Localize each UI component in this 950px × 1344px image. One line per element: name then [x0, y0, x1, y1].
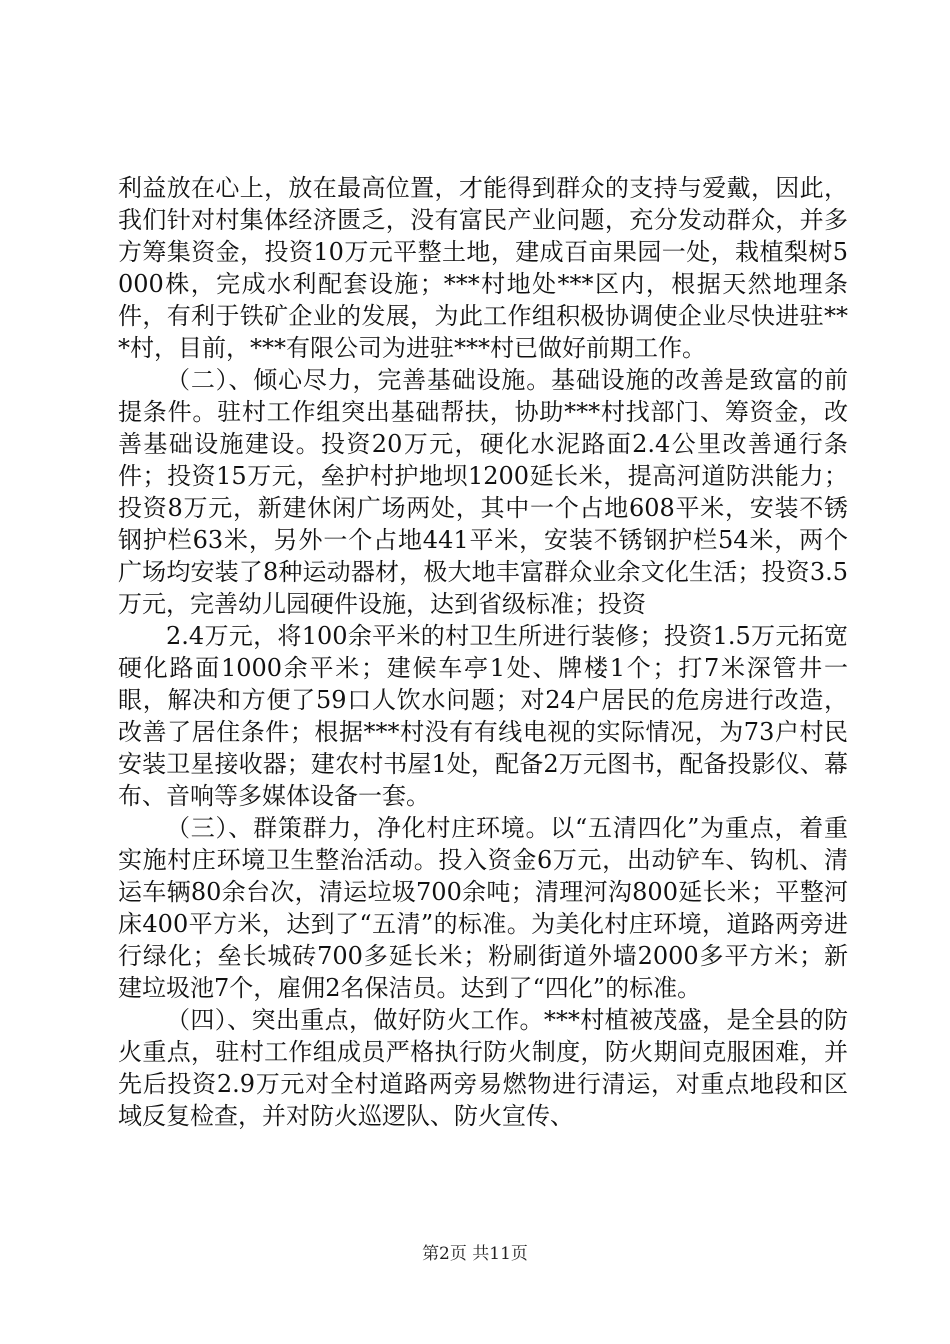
paragraph-fire-prevention: （四）、突出重点，做好防火工作。***村植被茂盛，是全县的防火重点，驻村工作组成员严格执行防火制度，防火期间克服困难，并先后投资2.9万元对全村道路两旁易燃物进行清运，对重点地段和区域反复检查，并对防火巡逻队、防火宣传、 [118, 1006, 848, 1130]
paragraph-continued-investment: 2.4万元，将100余平米的村卫生所进行装修；投资1.5万元拓宽硬化路面1000余平米；建候车亭1处、牌楼1个；打7米深管井一眼，解决和方便了59口人饮水问题；对24户居民的危房进行改造，改善了居住条件；根据***村没有有线电视的实际情况，为73户村民安装卫星接收器；建农村书屋1处，配备2万元图书，配备投影仪、幕布、音响等多媒体设备一套。 [118, 622, 848, 810]
page-number-label: 第2页 共11页 [422, 1244, 528, 1264]
paragraph-infrastructure: （二）、倾心尽力，完善基础设施。基础设施的改善是致富的前提条件。驻村工作组突出基础帮扶，协助***村找部门、筹资金，改善基础设施建设。投资20万元，硬化水泥路面2.4公里改善通行条件；投资15万元，垒护村护地坝1200延长米，提高河道防洪能力；投资8万元，新建休闲广场两处，其中一个占地608平米，安装不锈钢护栏63米，另外一个占地441平米，安装不锈钢护栏54米，两个广场均安装了8种运动器材，极大地丰富群众业余文化生活；投资3.5万元，完善幼儿园硬件设施，达到省级标准；投资 [118, 366, 848, 618]
paragraph-environment: （三）、群策群力，净化村庄环境。以“五清四化”为重点，着重实施村庄环境卫生整治活动。投入资金6万元，出动铲车、钩机、清运车辆80余台次，清运垃圾700余吨；清理河沟800延长米；平整河床400平方米，达到了“五清”的标准。为美化村庄环境，道路两旁进行绿化；垒长城砖700多延长米；粉刷街道外墙2000多平方米；新建垃圾池7个，雇佣2名保洁员。达到了“四化”的标准。 [118, 814, 848, 1002]
document-body [118, 172, 848, 1132]
paragraph-text: 利益放在心上，放在最高位置，才能得到群众的支持与爱戴，因此，我们针对村集体经济匮乏，没有富民产业问题，充分发动群众，并多方筹集资金，投资10万元平整土地，建成百亩果园一处，栽植梨树5000株，完成水利配套设施；***村地处***区内，根据天然地理条件，有利于铁矿企业的发展，为此工作组积极协调使企业尽快进驻***村，目前，***有限公司为进驻***村已做好前期工作。 [118, 174, 848, 362]
page-footer [0, 1244, 950, 1264]
